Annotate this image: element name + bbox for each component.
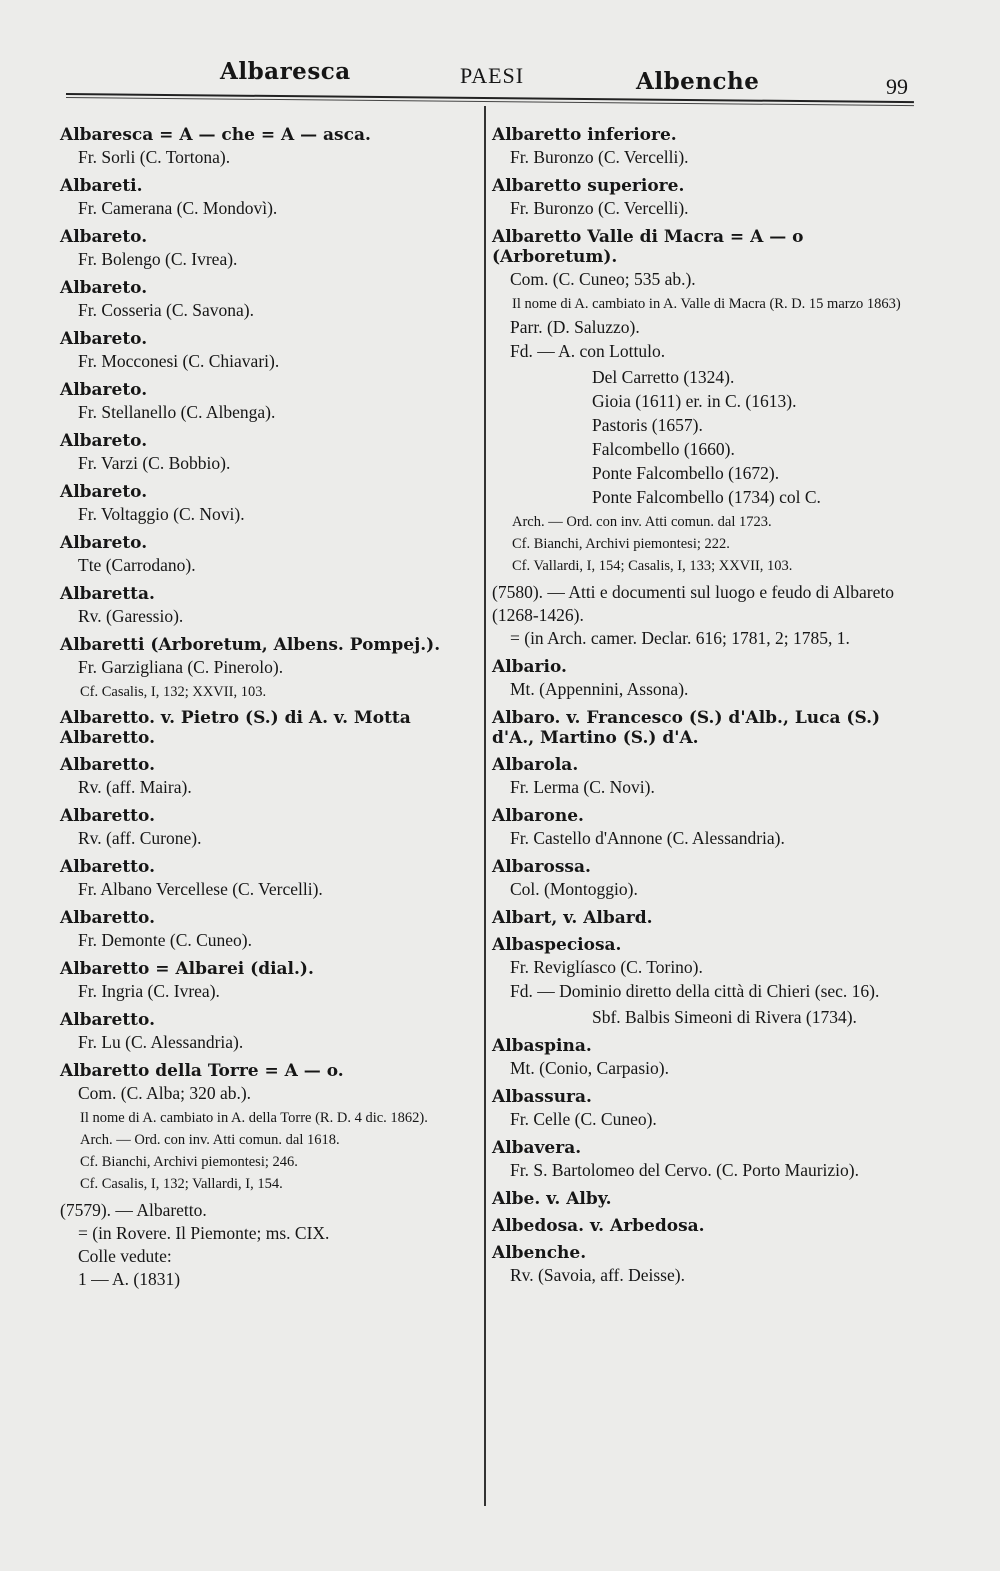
entry-indented-line: Sbf. Balbis Simeoni di Rivera (1734).: [592, 1007, 857, 1027]
gazetteer-entry: [60, 380, 470, 424]
gazetteer-entry: [492, 1087, 908, 1131]
gazetteer-entry: [60, 176, 470, 220]
entry-note: Cf. Casalis, I, 132; XXVII, 103.: [80, 684, 267, 700]
entry-note: Cf. Vallardi, I, 154; Casalis, I, 133; XXVII, 103.: [512, 558, 793, 574]
entry-heading: Albassura.: [492, 1087, 592, 1107]
entry-note: Il nome di A. cambiato in A. Valle di Macra (R. D. 15 marzo 1863): [512, 296, 901, 312]
right-column: [492, 118, 908, 1289]
entry-line: Fr. Lerma (C. Novi).: [510, 777, 655, 797]
entry-line: Fr. Camerana (C. Mondovì).: [78, 198, 278, 218]
entry-indented-line: Ponte Falcombello (1672).: [592, 463, 780, 483]
entry-line: Col. (Montoggio).: [510, 879, 638, 899]
entry-heading: Albaretto. v. Pietro (S.) di A. v. Motta Albaretto.: [60, 708, 411, 748]
entry-heading: Albaretto Valle di Macra = A — o (Arboretum).: [492, 227, 804, 267]
entry-heading: Albaro. v. Francesco (S.) d'Alb., Luca (S.) d'A., Martino (S.) d'A.: [492, 708, 881, 748]
gazetteer-entry: [60, 908, 470, 952]
gazetteer-entry: [60, 1199, 470, 1291]
gazetteer-entry: [60, 1131, 470, 1149]
gazetteer-entry: [492, 1036, 908, 1080]
reference-line: Colle vedute:: [78, 1246, 172, 1266]
gazetteer-entry: [60, 1175, 470, 1193]
entry-heading: Albaretto.: [60, 806, 155, 826]
entry-line: Fr. Reviglíasco (C. Torino).: [510, 957, 703, 977]
gazetteer-entry: [60, 1153, 470, 1171]
entry-heading: Albaspeciosa.: [492, 935, 622, 955]
gazetteer-entry: [60, 584, 470, 628]
running-head-center: PAESI: [460, 63, 525, 88]
entry-line: Fr. S. Bartolomeo del Cervo. (C. Porto Maurizio).: [510, 1160, 859, 1180]
entry-line: Fr. Celle (C. Cuneo).: [510, 1109, 657, 1129]
entry-heading: Albaspina.: [492, 1036, 592, 1056]
entry-line: Rv. (Garessio).: [78, 606, 184, 626]
entry-heading: Albaretto.: [60, 857, 155, 877]
entry-note: Arch. — Ord. con inv. Atti comun. dal 1618.: [80, 1132, 340, 1148]
entry-heading: Albareto.: [60, 278, 148, 298]
gazetteer-entry: [492, 315, 908, 363]
entry-heading: Albavera.: [492, 1138, 582, 1158]
entry-heading: Albaresca = A — che = A — asca.: [60, 125, 371, 145]
left-column: [60, 118, 470, 1293]
entry-heading: Albareti.: [60, 176, 143, 196]
entry-line: Parr. (D. Saluzzo).: [510, 317, 640, 337]
entry-line: Fr. Cosseria (C. Savona).: [78, 300, 254, 320]
gazetteer-entry: [60, 329, 470, 373]
gazetteer-entry: [492, 1138, 908, 1182]
gazetteer-entry: [60, 125, 470, 169]
entry-line: Fr. Buronzo (C. Vercelli).: [510, 198, 689, 218]
document-reference: [60, 1199, 470, 1291]
column-divider: [484, 106, 486, 1506]
entry-heading: Albaretto.: [60, 1010, 155, 1030]
gazetteer-entry: [60, 708, 470, 748]
page-number: 99: [886, 74, 908, 99]
gazetteer-entry: [60, 431, 470, 475]
gazetteer-entry: [492, 708, 908, 748]
gazetteer-entry: [492, 857, 908, 901]
entry-heading: Albarola.: [492, 755, 579, 775]
gazetteer-entry: [60, 533, 470, 577]
reference-line: (7579). — Albaretto.: [60, 1200, 207, 1220]
gazetteer-entry: [60, 482, 470, 526]
gazetteer-entry: [492, 755, 908, 799]
entry-heading: Albareto.: [60, 482, 148, 502]
entry-heading: Albaretto inferiore.: [492, 125, 677, 145]
entry-heading: Albareto.: [60, 380, 148, 400]
entry-line: Fr. Demonte (C. Cuneo).: [78, 930, 253, 950]
entry-heading: Albart, v. Albard.: [492, 908, 653, 928]
entry-heading: Albareto.: [60, 227, 148, 247]
reference-line: 1 — A. (1831): [78, 1269, 181, 1289]
gazetteer-entry: [492, 1005, 908, 1029]
entry-line: Fr. Lu (C. Alessandria).: [78, 1032, 244, 1052]
gazetteer-entry: [60, 683, 470, 701]
reference-line: = (in Rovere. Il Piemonte; ms. CIX.: [78, 1223, 330, 1243]
gazetteer-entry: [60, 1010, 470, 1054]
entry-heading: Albaretto = Albarei (dial.).: [60, 959, 314, 979]
reference-line: = (in Arch. camer. Declar. 616; 1781, 2; 1785, 1.: [510, 628, 850, 648]
gazetteer-entry: [492, 557, 908, 575]
running-head-left: Albaresca: [220, 58, 351, 85]
gazetteer-entry: [492, 806, 908, 850]
entry-heading: Albaretto.: [60, 755, 155, 775]
entry-line: Fd. — A. con Lottulo.: [510, 341, 666, 361]
gazetteer-entry: [492, 1189, 908, 1209]
entry-note: Cf. Bianchi, Archivi piemontesi; 246.: [80, 1154, 298, 1170]
entry-heading: Albarossa.: [492, 857, 591, 877]
entry-line: Fr. Varzi (C. Bobbio).: [78, 453, 231, 473]
entry-line: Com. (C. Cuneo; 535 ab.).: [510, 269, 696, 289]
entry-line: Fr. Albano Vercellese (C. Vercelli).: [78, 879, 323, 899]
entry-line: Fr. Castello d'Annone (C. Alessandria).: [510, 828, 785, 848]
gazetteer-entry: [492, 535, 908, 553]
entry-line: Fd. — Dominio diretto della città di Chieri (sec. 16).: [510, 981, 880, 1001]
entry-line: Fr. Ingria (C. Ivrea).: [78, 981, 220, 1001]
entry-heading: Albareto.: [60, 533, 148, 553]
entry-heading: Albedosa. v. Arbedosa.: [492, 1216, 705, 1236]
gazetteer-entry: [60, 755, 470, 799]
entry-line: Fr. Bolengo (C. Ivrea).: [78, 249, 238, 269]
entry-line: Rv. (Savoia, aff. Deisse).: [510, 1265, 685, 1285]
running-head-right: Albenche: [636, 68, 760, 95]
entry-line: Com. (C. Alba; 320 ab.).: [78, 1083, 252, 1103]
entry-line: Fr. Stellanello (C. Albenga).: [78, 402, 276, 422]
entry-line: Mt. (Conio, Carpasio).: [510, 1058, 669, 1078]
entry-note: Arch. — Ord. con inv. Atti comun. dal 1723.: [512, 514, 772, 530]
entry-line: Tte (Carrodano).: [78, 555, 196, 575]
entry-line: Rv. (aff. Maira).: [78, 777, 192, 797]
gazetteer-entry: [492, 1216, 908, 1236]
gazetteer-entry: [60, 959, 470, 1003]
gazetteer-entry: [60, 635, 470, 679]
entry-heading: Albaretti (Arboretum, Albens. Pompej.).: [60, 635, 441, 655]
gazetteer-entry: [60, 227, 470, 271]
entry-line: Mt. (Appennini, Assona).: [510, 679, 689, 699]
gazetteer-entry: [492, 227, 908, 291]
entry-heading: Albaretta.: [60, 584, 155, 604]
gazetteer-entry: [492, 657, 908, 701]
gazetteer-entry: [60, 857, 470, 901]
entry-line: Fr. Sorli (C. Tortona).: [78, 147, 231, 167]
entry-heading: Albe. v. Alby.: [492, 1189, 612, 1209]
gazetteer-entry: [60, 806, 470, 850]
entry-indented-line: Falcombello (1660).: [592, 439, 735, 459]
entry-indented-line: Ponte Falcombello (1734) col C.: [592, 487, 821, 507]
gazetteer-entry: [492, 176, 908, 220]
gazetteer-entry: [492, 581, 908, 650]
entry-heading: Albareto.: [60, 329, 148, 349]
entry-heading: Albarone.: [492, 806, 584, 826]
gazetteer-entry: [492, 513, 908, 531]
document-reference: [492, 581, 908, 650]
entry-heading: Albaretto.: [60, 908, 155, 928]
entry-line: Fr. Garzigliana (C. Pinerolo).: [78, 657, 284, 677]
entry-heading: Albario.: [492, 657, 567, 677]
gazetteer-entry: [492, 908, 908, 928]
entry-indented-line: Pastoris (1657).: [592, 415, 703, 435]
entry-note: Cf. Bianchi, Archivi piemontesi; 222.: [512, 536, 730, 552]
entry-line: Fr. Voltaggio (C. Novi).: [78, 504, 245, 524]
entry-line: Fr. Buronzo (C. Vercelli).: [510, 147, 689, 167]
entry-heading: Albenche.: [492, 1243, 587, 1263]
gazetteer-entry: [60, 1109, 470, 1127]
entry-note: Il nome di A. cambiato in A. della Torre (R. D. 4 dic. 1862).: [80, 1110, 428, 1126]
gazetteer-entry: [60, 1061, 470, 1105]
gazetteer-entry: [60, 278, 470, 322]
entry-line: Fr. Mocconesi (C. Chiavari).: [78, 351, 280, 371]
entry-indented-line: Gioia (1611) er. in C. (1613).: [592, 391, 797, 411]
entry-heading: Albaretto superiore.: [492, 176, 685, 196]
entry-heading: Albaretto della Torre = A — o.: [60, 1061, 344, 1081]
entry-indented-line: Del Carretto (1324).: [592, 367, 735, 387]
reference-line: (7580). — Atti e documenti sul luogo e feudo di Albareto (1268-1426).: [492, 582, 894, 625]
entry-line: Rv. (aff. Curone).: [78, 828, 202, 848]
gazetteer-entry: [492, 295, 908, 313]
entry-heading: Albareto.: [60, 431, 148, 451]
gazetteer-entry: [492, 935, 908, 1003]
entry-note: Cf. Casalis, I, 132; Vallardi, I, 154.: [80, 1176, 283, 1192]
gazetteer-entry: [492, 365, 908, 509]
gazetteer-entry: [492, 1243, 908, 1287]
gazetteer-entry: [492, 125, 908, 169]
